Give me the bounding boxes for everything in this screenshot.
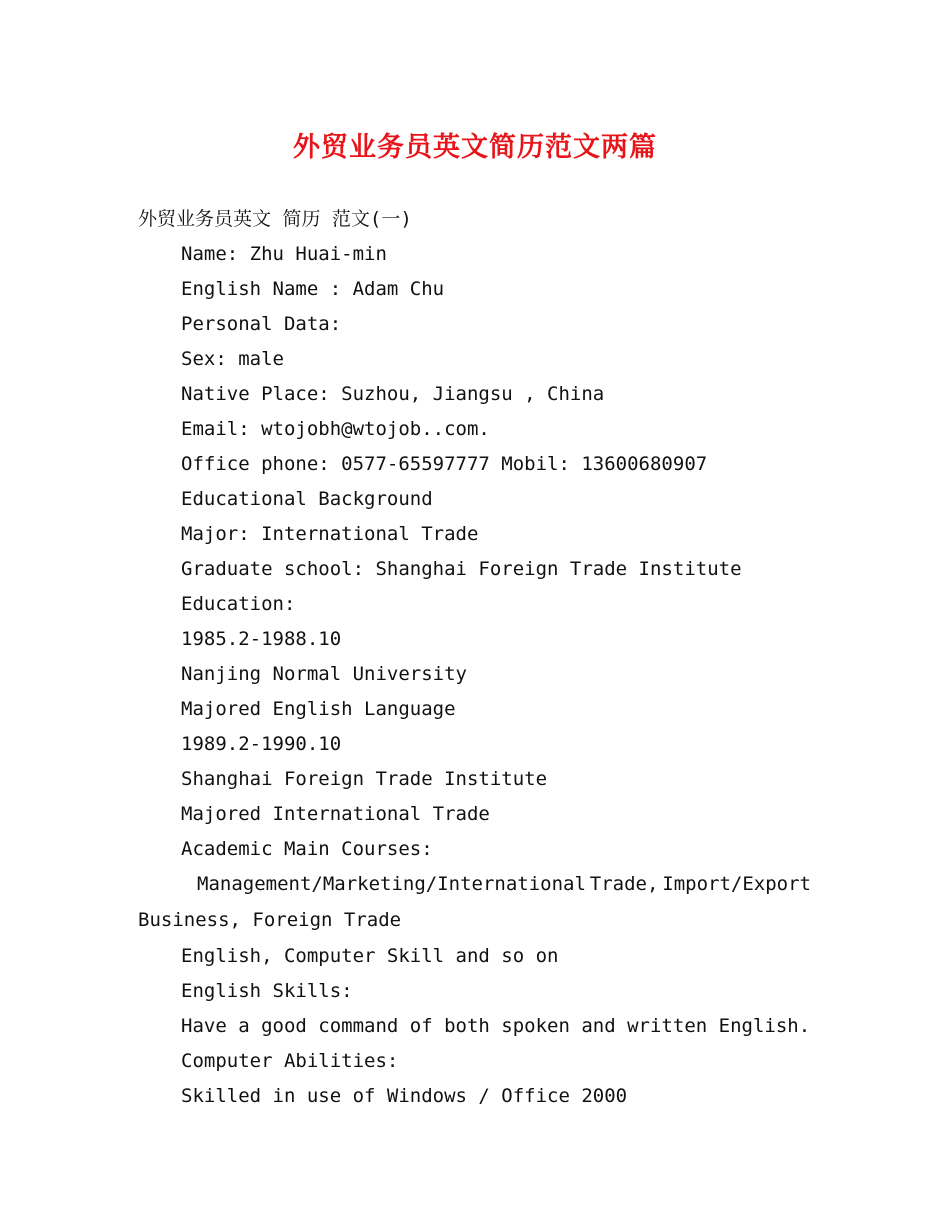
resume-line-sex: Sex: male (181, 348, 284, 370)
resume-line-english-skills: English Skills: (181, 980, 353, 1002)
resume-line-university-2: Shanghai Foreign Trade Institute (181, 768, 548, 790)
resume-line-other-courses: English, Computer Skill and so on (181, 945, 559, 967)
resume-line-major-2: Majored International Trade (181, 803, 490, 825)
courses-part-2: Trade, (589, 873, 659, 895)
resume-line-computer-detail: Skilled in use of Windows / Office 2000 (181, 1085, 628, 1107)
resume-line-english-detail: Have a good command of both spoken and written English. (181, 1015, 811, 1037)
resume-line-native-place: Native Place: Suzhou, Jiangsu , China (181, 383, 605, 405)
resume-line-major-1: Majored English Language (181, 698, 456, 720)
document-body (138, 202, 818, 1114)
section-heading: 外贸业务员英文 简历 范文(一) (138, 208, 412, 230)
courses-part-1: Management/Marketing/International (197, 873, 586, 895)
resume-line-phone: Office phone: 0577-65597777 Mobil: 13600680907 (181, 453, 708, 475)
resume-line-date-1: 1985.2-1988.10 (181, 628, 342, 650)
courses-line-second: Business, Foreign Trade (138, 909, 402, 931)
resume-line-date-2: 1989.2-1990.10 (181, 733, 342, 755)
resume-line-name: Name: Zhu Huai-min (181, 243, 387, 265)
resume-line-courses-heading: Academic Main Courses: (181, 838, 433, 860)
resume-line-english-name: English Name : Adam Chu (181, 278, 445, 300)
resume-line-educational-background: Educational Background (181, 488, 433, 510)
document-title: 外贸业务员英文简历范文两篇 (293, 132, 657, 163)
courses-part-3: Import/Export (662, 873, 811, 895)
resume-line-university-1: Nanjing Normal University (181, 663, 467, 685)
resume-line-computer-abilities: Computer Abilities: (181, 1050, 399, 1072)
courses-line-first (138, 867, 811, 902)
resume-line-graduate-school: Graduate school: Shanghai Foreign Trade Institute (181, 558, 742, 580)
resume-line-major: Major: International Trade (181, 523, 479, 545)
resume-line-email: Email: wtojobh@wtojob..com. (181, 418, 490, 440)
resume-line-personal-data: Personal Data: (181, 313, 342, 335)
resume-line-education: Education: (181, 593, 296, 615)
